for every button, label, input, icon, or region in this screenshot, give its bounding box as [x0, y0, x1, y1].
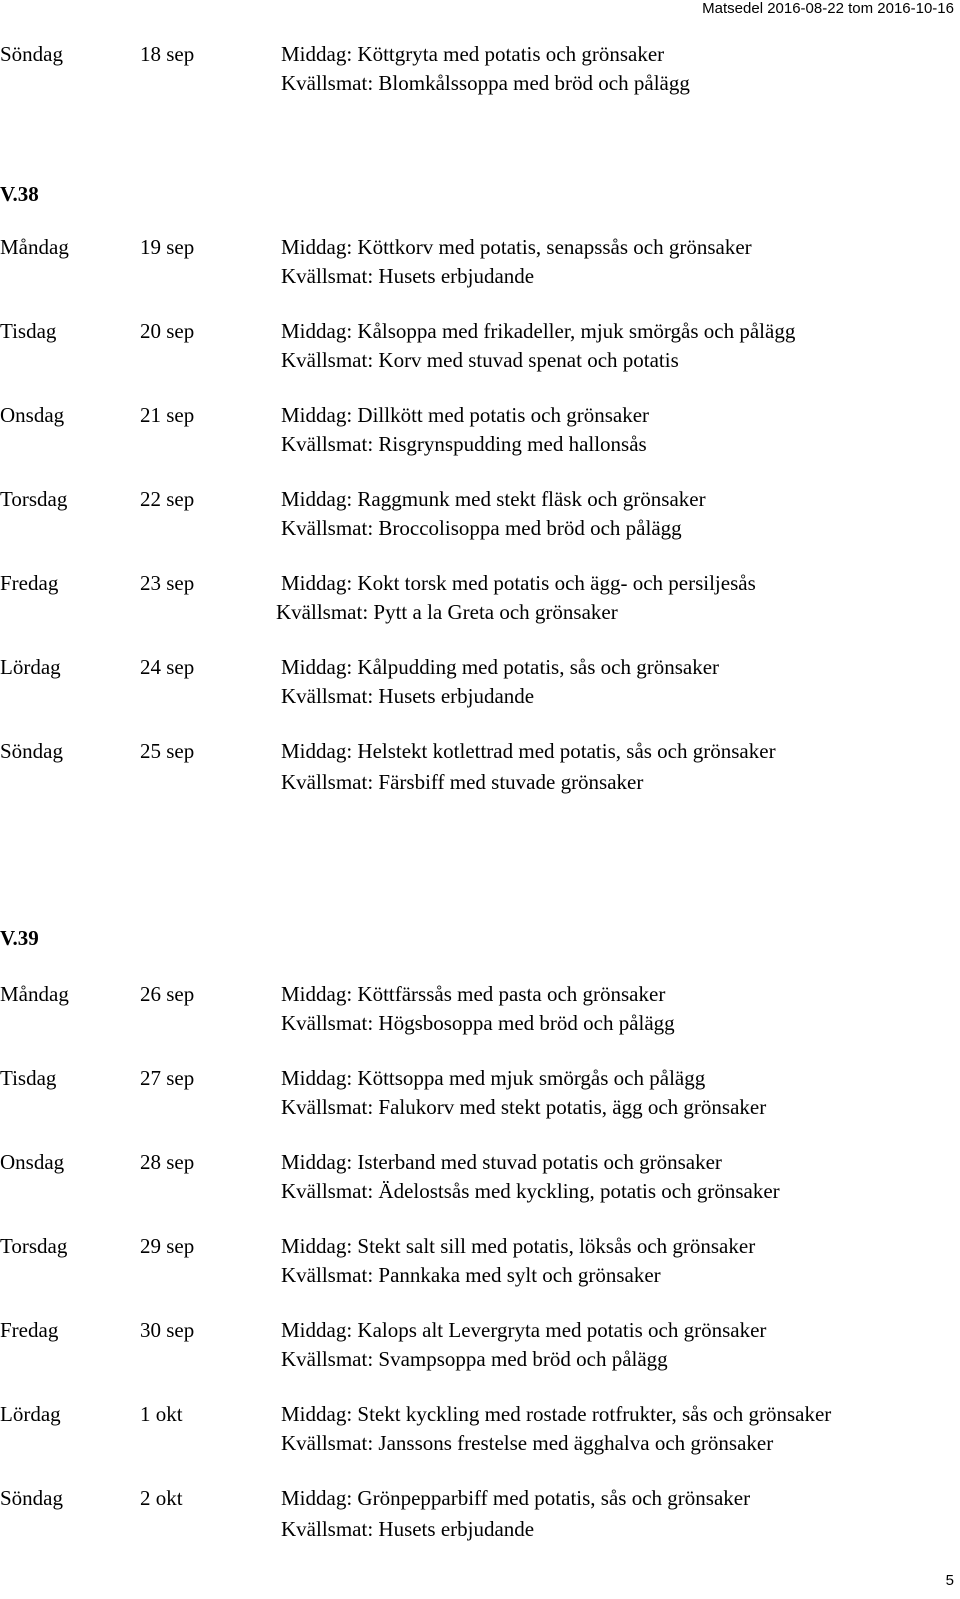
day-date: 25 sep	[140, 739, 195, 763]
dinner-item: Kvällsmat: Risgrynspudding med hallonsås	[281, 432, 647, 456]
dinner-item: Kvällsmat: Janssons frestelse med ägghalva och grönsaker	[281, 1431, 774, 1455]
dinner-item: Kvällsmat: Färsbiff med stuvade grönsaker	[281, 770, 644, 794]
dinner-item: Kvällsmat: Husets erbjudande	[281, 264, 535, 288]
lunch-item: Middag: Köttkorv med potatis, senapssås och grönsaker	[281, 235, 752, 259]
menu-day-row	[0, 485, 960, 541]
menu-day-row	[0, 653, 960, 709]
menu-day-row	[0, 401, 960, 457]
dinner-item: Kvällsmat: Ädelostsås med kyckling, potatis och grönsaker	[281, 1179, 780, 1203]
dinner-item: Kvällsmat: Falukorv med stekt potatis, ägg och grönsaker	[281, 1095, 767, 1119]
day-date: 28 sep	[140, 1150, 195, 1174]
menu-day-row	[0, 317, 960, 373]
day-date: 21 sep	[140, 403, 195, 427]
document-header: Matsedel 2016-08-22 tom 2016-10-16	[702, 0, 954, 17]
day-name: Lördag	[0, 655, 61, 679]
lunch-item: Middag: Köttsoppa med mjuk smörgås och pålägg	[281, 1066, 706, 1090]
dinner-item: Kvällsmat: Husets erbjudande	[281, 684, 535, 708]
lunch-item: Middag: Kalops alt Levergryta med potatis och grönsaker	[281, 1318, 767, 1342]
dinner-item: Kvällsmat: Högsbosoppa med bröd och pålägg	[281, 1011, 675, 1035]
week-title: V.38	[0, 182, 39, 206]
lunch-item: Middag: Stekt kyckling med rostade rotfrukter, sås och grönsaker	[281, 1402, 832, 1426]
day-name: Tisdag	[0, 319, 57, 343]
dinner-item: Kvällsmat: Pytt a la Greta och grönsaker	[276, 600, 618, 624]
day-name: Måndag	[0, 235, 69, 259]
menu-day-row	[0, 737, 960, 793]
menu-day-row	[0, 1484, 960, 1540]
week-title: V.39	[0, 926, 39, 950]
day-name: Fredag	[0, 1318, 59, 1342]
day-date: 20 sep	[140, 319, 195, 343]
day-date: 22 sep	[140, 487, 195, 511]
dinner-item: Kvällsmat: Svampsoppa med bröd och pålägg	[281, 1347, 668, 1371]
menu-day-row	[0, 1064, 960, 1120]
menu-day-row	[0, 980, 960, 1036]
dinner-item: Kvällsmat: Husets erbjudande	[281, 1517, 535, 1541]
menu-day-row	[0, 569, 960, 625]
lunch-item: Middag: Raggmunk med stekt fläsk och grönsaker	[281, 487, 706, 511]
dinner-item: Kvällsmat: Broccolisoppa med bröd och pålägg	[281, 516, 682, 540]
day-date: 29 sep	[140, 1234, 195, 1258]
dinner-item: Kvällsmat: Blomkålssoppa med bröd och pålägg	[281, 71, 690, 95]
day-name: Onsdag	[0, 403, 65, 427]
lunch-item: Middag: Köttfärssås med pasta och grönsaker	[281, 982, 666, 1006]
day-name: Lördag	[0, 1402, 61, 1426]
lunch-item: Middag: Köttgryta med potatis och grönsaker	[281, 42, 665, 66]
day-name: Onsdag	[0, 1150, 65, 1174]
menu-day-row	[0, 1316, 960, 1372]
day-date: 18 sep	[140, 42, 195, 66]
lunch-item: Middag: Grönpepparbiff med potatis, sås och grönsaker	[281, 1486, 751, 1510]
day-name: Söndag	[0, 739, 63, 763]
day-name: Torsdag	[0, 487, 68, 511]
day-name: Söndag	[0, 1486, 63, 1510]
day-date: 1 okt	[140, 1402, 183, 1426]
dinner-item: Kvällsmat: Pannkaka med sylt och grönsaker	[281, 1263, 661, 1287]
lunch-item: Middag: Kålsoppa med frikadeller, mjuk smörgås och pålägg	[281, 319, 796, 343]
day-date: 19 sep	[140, 235, 195, 259]
menu-day-row	[0, 1400, 960, 1456]
day-name: Fredag	[0, 571, 59, 595]
menu-day-row	[0, 1148, 960, 1204]
day-name: Tisdag	[0, 1066, 57, 1090]
lunch-item: Middag: Isterband med stuvad potatis och grönsaker	[281, 1150, 722, 1174]
day-date: 30 sep	[140, 1318, 195, 1342]
menu-day-row	[0, 1232, 960, 1288]
menu-day-row	[0, 233, 960, 289]
page-number: 5	[945, 1572, 954, 1589]
day-name: Torsdag	[0, 1234, 68, 1258]
day-date: 2 okt	[140, 1486, 183, 1510]
lunch-item: Middag: Dillkött med potatis och grönsaker	[281, 403, 650, 427]
lunch-item: Middag: Kålpudding med potatis, sås och grönsaker	[281, 655, 720, 679]
lunch-item: Middag: Kokt torsk med potatis och ägg- och persiljesås	[281, 571, 756, 595]
day-name: Söndag	[0, 42, 63, 66]
dinner-item: Kvällsmat: Korv med stuvad spenat och potatis	[281, 348, 679, 372]
day-date: 27 sep	[140, 1066, 195, 1090]
lunch-item: Middag: Stekt salt sill med potatis, löksås och grönsaker	[281, 1234, 756, 1258]
menu-day-row	[0, 40, 960, 96]
day-date: 26 sep	[140, 982, 195, 1006]
day-date: 24 sep	[140, 655, 195, 679]
day-date: 23 sep	[140, 571, 195, 595]
lunch-item: Middag: Helstekt kotlettrad med potatis, sås och grönsaker	[281, 739, 776, 763]
day-name: Måndag	[0, 982, 69, 1006]
